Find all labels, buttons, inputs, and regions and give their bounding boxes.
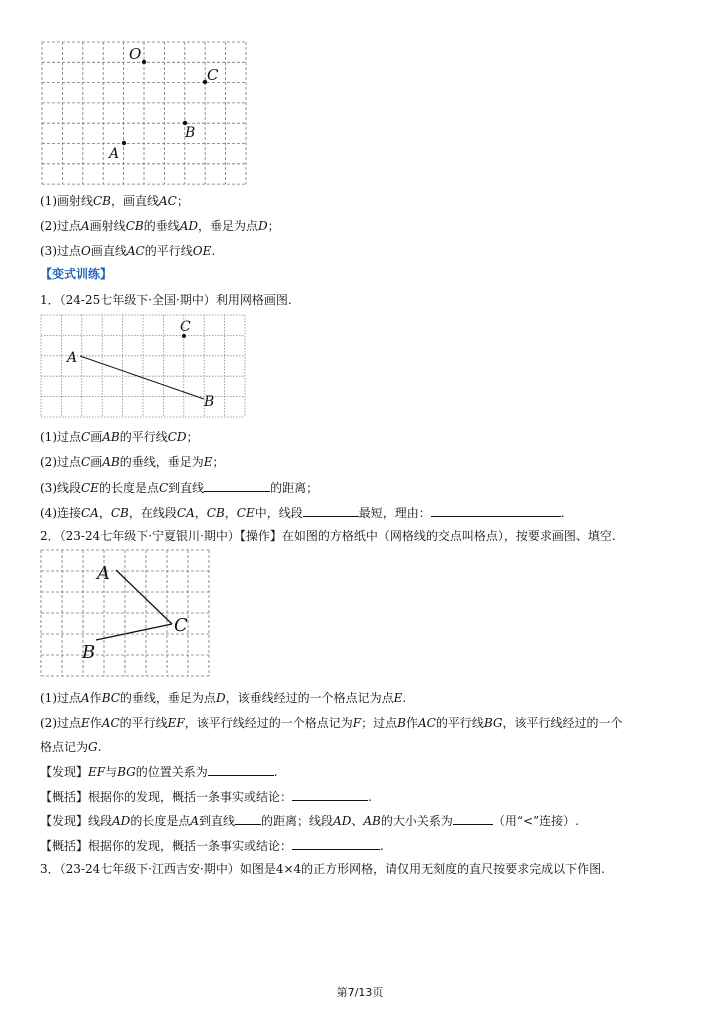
q2-title: 2．（23-24七年级下·宁夏银川·期中）【操作】在如图的方格纸中（网格线的交点叫格点），按要求画图、填空. [40, 529, 616, 543]
q3-title: 3．（23-24七年级下·江西吉安·期中）如图是4×4的正方形网格，请仅用无刻度的直尺按要求完成以下作图. [40, 862, 605, 876]
section-title: 【变式训练】 [40, 267, 113, 281]
q1-item4: (4)连接CA，CB，在线段CA，CB，CE中，线段 最短，理由： . [40, 506, 565, 520]
figure-grid-1 [38, 40, 250, 186]
q0-item1: (1)画射线CB，画直线AC； [40, 194, 189, 208]
answer-blank[interactable] [204, 479, 270, 492]
label-B-2: B [204, 394, 215, 410]
label-C-3: C [174, 615, 188, 636]
label-A-2: A [67, 350, 78, 366]
q1-item3: (3)线段CE的长度是点C到直线 的距离； [40, 481, 319, 495]
label-A-3: A [97, 563, 110, 584]
q2-find2: 【发现】线段AD的长度是点A到直线 的距离；线段AD、AB的大小关系为 （用“<”连接）. [40, 814, 579, 828]
q0-item2: (2)过点A画射线CB的垂线AD，垂足为点D； [40, 219, 280, 233]
q1-item2: (2)过点C画AB的垂线，垂足为E； [40, 455, 225, 469]
answer-blank[interactable] [453, 812, 493, 825]
segment-AC [116, 570, 172, 624]
segment-BC [96, 624, 172, 640]
point-A [122, 141, 126, 145]
q2-sum2: 【概括】根据你的发现，概括一条事实或结论： . [40, 839, 384, 853]
label-C: C [207, 66, 219, 84]
label-C-2: C [180, 319, 191, 335]
label-O: O [129, 45, 142, 63]
answer-blank[interactable] [208, 763, 274, 776]
q0-item3: (3)过点O画直线AC的平行线OE. [40, 244, 216, 258]
q2-sum1: 【概括】根据你的发现，概括一条事实或结论： . [40, 790, 372, 804]
q2-item1: (1)过点A作BC的垂线，垂足为点D，该垂线经过的一个格点记为点E. [40, 691, 407, 705]
segment-AB [80, 356, 204, 399]
answer-blank[interactable] [292, 788, 368, 801]
label-B: B [185, 125, 196, 141]
point-O [142, 60, 146, 64]
figure-grid-2 [40, 314, 248, 420]
page-footer: 第7/13页 [336, 986, 384, 999]
answer-blank[interactable] [292, 837, 380, 850]
answer-blank[interactable] [303, 504, 359, 517]
q1-title: 1．（24-25七年级下·全国·期中）利用网格画图. [40, 293, 292, 307]
q1-item1: (1)过点C画AB的平行线CD； [40, 430, 199, 444]
q2-item2b: 格点记为G. [40, 740, 102, 754]
label-B-3: B [82, 642, 96, 663]
answer-blank[interactable] [431, 504, 561, 517]
figure-grid-3 [40, 549, 212, 679]
label-A: A [109, 146, 120, 162]
q2-find1: 【发现】EF与BG的位置关系为 . [40, 765, 278, 779]
answer-blank[interactable] [235, 812, 261, 825]
q2-item2a: (2)过点E作AC的平行线EF，该平行线经过的一个格点记为F；过点B作AC的平行线BG，该平行线经过的一个 [40, 716, 623, 730]
